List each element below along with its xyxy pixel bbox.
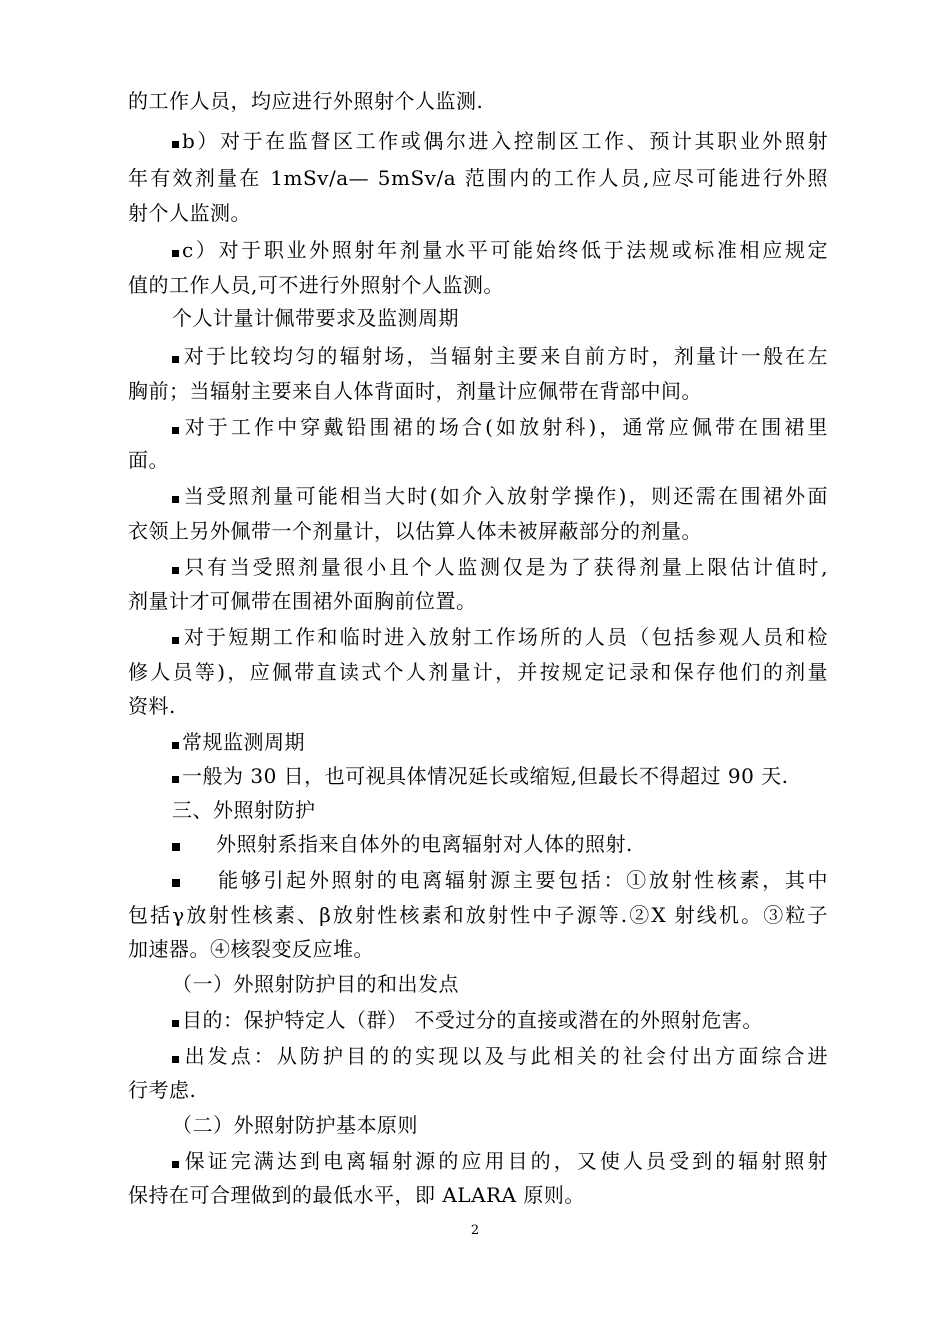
text-line: 的工作人员，均应进行外照射个人监测. (128, 89, 484, 113)
text-line: b）对于在监督区工作或偶尔进入控制区工作、预计其职业外照射 (172, 127, 828, 155)
section-heading: （二）外照射防护基本原则 (172, 1113, 418, 1137)
text-line: 保证完满达到电离辐射源的应用目的，又使人员受到的辐射照射 (172, 1147, 828, 1175)
bullet-square-icon (172, 637, 179, 644)
text-line: 当受照剂量可能相当大时(如介入放射学操作)，则还需在围裙外面 (172, 482, 828, 510)
bullet-square-icon (172, 250, 179, 257)
section-heading: （一）外照射防护目的和出发点 (172, 972, 459, 996)
bullet-square-icon (172, 1020, 179, 1027)
text-line: 常规监测周期 (172, 728, 828, 756)
page-number: 2 (470, 1223, 480, 1238)
text-line: 值的工作人员,可不进行外照射个人监测。 (128, 273, 504, 297)
text-line: 对于短期工作和临时进入放射工作场所的人员（包括参观人员和检 (172, 623, 828, 651)
text-line: 面。 (128, 448, 169, 472)
text-line: 目的：保护特定人（群） 不受过分的直接或潜在的外照射危害。 (172, 1006, 828, 1034)
bullet-square-icon (172, 427, 179, 434)
text-line: 衣领上另外佩带一个剂量计，以估算人体未被屏蔽部分的剂量。 (128, 519, 702, 543)
section-heading: 三、外照射防护 (172, 798, 316, 822)
text-line: 对于工作中穿戴铅围裙的场合(如放射科)，通常应佩带在围裙里 (172, 413, 828, 441)
text-line: 保持在可合理做到的最低水平，即 ALARA 原则。 (128, 1183, 585, 1207)
bullet-square-icon (172, 742, 179, 749)
text-line: 包括γ放射性核素、β放射性核素和放射性中子源等.②X 射线机。③粒子 (128, 903, 828, 927)
bullet-square-icon (172, 879, 180, 887)
text-line: 胸前；当辐射主要来自人体背面时，剂量计应佩带在背部中间。 (128, 379, 702, 403)
bullet-square-icon (172, 1056, 179, 1063)
bullet-square-icon (172, 356, 179, 363)
text-line: 年有效剂量在 1mSv/a— 5mSv/a 范围内的工作人员,应尽可能进行外照 (128, 166, 828, 190)
text-line: 出发点：从防护目的的实现以及与此相关的社会付出方面综合进 (172, 1042, 828, 1070)
bullet-square-icon (172, 496, 179, 503)
text-line: 外照射系指来自体外的电离辐射对人体的照射. (172, 830, 828, 858)
bullet-square-icon (172, 567, 179, 574)
text-line: 资料. (128, 694, 176, 718)
bullet-square-icon (172, 141, 179, 148)
text-line: 剂量计才可佩带在围裙外面胸前位置。 (128, 589, 477, 613)
text-line: 能够引起外照射的电离辐射源主要包括：①放射性核素，其中 (172, 866, 828, 894)
text-line: 射个人监测。 (128, 201, 251, 225)
section-heading: 个人计量计佩带要求及监测周期 (172, 306, 459, 330)
text-line: 对于比较均匀的辐射场，当辐射主要来自前方时，剂量计一般在左 (172, 342, 828, 370)
text-line: 修人员等)，应佩带直读式个人剂量计，并按规定记录和保存他们的剂量 (128, 660, 828, 684)
bullet-square-icon (172, 1161, 179, 1168)
bullet-square-icon (172, 776, 179, 783)
text-line: c）对于职业外照射年剂量水平可能始终低于法规或标准相应规定 (172, 236, 828, 264)
text-line: 行考虑. (128, 1078, 197, 1102)
text-line: 加速器。④核裂变反应堆。 (128, 937, 374, 961)
text-line: 只有当受照剂量很小且个人监测仅是为了获得剂量上限估计值时, (172, 553, 828, 581)
bullet-square-icon (172, 843, 180, 851)
text-line: 一般为 30 日，也可视具体情况延长或缩短,但最长不得超过 90 天. (172, 762, 828, 790)
